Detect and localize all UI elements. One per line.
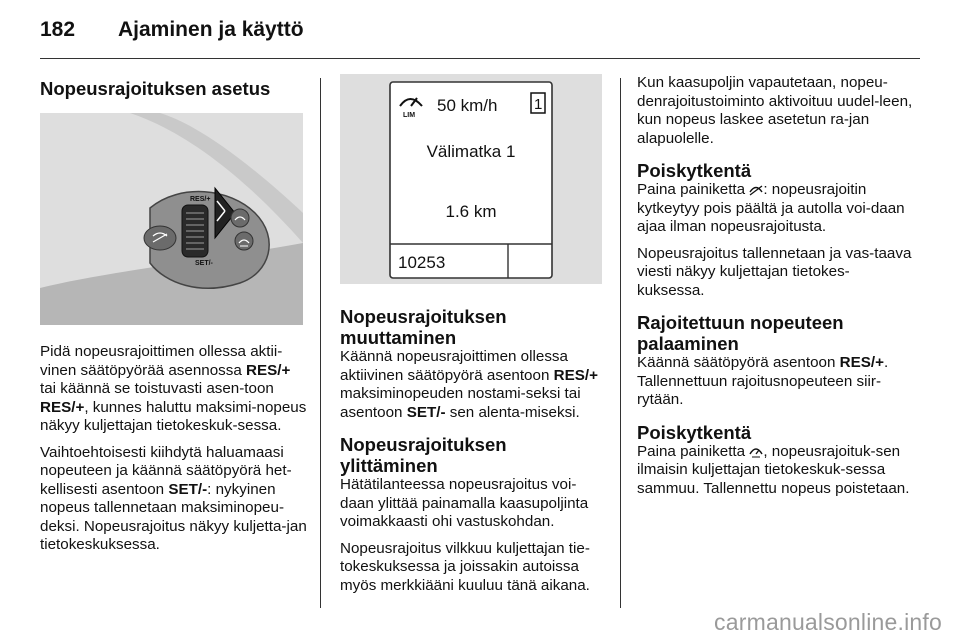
text: maksiminopeuden nostami-seksi tai asentoon [340, 385, 581, 421]
bold-term: RES/+ [40, 398, 85, 416]
text: Käännä nopeusrajoittimen ollessa aktiivinen säätöpyörä asentoon [340, 348, 568, 384]
bold-term: SET/- [406, 403, 446, 421]
paragraph [637, 181, 917, 237]
set-label: SET/- [195, 260, 213, 267]
text: Pidä nopeusrajoittimen ollessa aktii-vinen säätöpyörää asennossa [40, 343, 283, 379]
section-heading: Nopeusrajoituksen ylittäminen [340, 434, 507, 476]
page-number: 182 [40, 18, 76, 41]
text: : nopeusrajoitin kytkeytyy pois päältä ja autolla voi-daan ajaa ilman nopeusrajoitusta. [637, 181, 905, 235]
section-heading: Poiskytkentä [637, 160, 752, 181]
gear-indicator: 1 [534, 96, 543, 113]
text: Käännä säätöpyörä asentoon [637, 354, 840, 371]
bold-term: RES/+ [553, 366, 598, 384]
header-divider [40, 58, 920, 59]
speed-value: 50 km/h [437, 96, 498, 115]
section-heading: Rajoitettuun nopeuteen palaaminen [637, 312, 844, 354]
trip-label: Välimatka 1 [426, 142, 516, 161]
column-divider-1 [320, 78, 321, 608]
paragraph [340, 348, 606, 422]
limiter-icon [749, 445, 763, 458]
trip-value: 1.6 km [445, 202, 497, 221]
column-3 [637, 74, 917, 506]
paragraph [40, 343, 308, 436]
text: , kunnes haluttu maksimi-nopeus näkyy kuljettajan tietokeskuk-sessa. [40, 398, 307, 434]
watermark: carmanualsonline.info [714, 609, 942, 635]
res-label: RES/+ [190, 196, 211, 203]
paragraph: Kun kaasupoljin vapautetaan, nopeu-denrajoitustoiminto aktivoituu uudel-leen, kun nopeus laskee asetetun ra-jan alapuolelle. [637, 74, 913, 147]
bold-term: RES/+ [246, 361, 291, 379]
bold-term: RES/+ [839, 354, 884, 371]
paragraph [637, 443, 917, 499]
section-heading: Nopeusrajoituksen asetus [40, 78, 271, 99]
bold-term: SET/- [168, 480, 208, 498]
column-1 [40, 74, 308, 563]
chapter-title: Ajaminen ja käyttö [118, 18, 304, 41]
paragraph [637, 354, 917, 410]
paragraph: Nopeusrajoitus tallennetaan ja vas-taava viesti näkyy kuljettajan tietokes-kuksessa. [637, 244, 912, 299]
text: . Tallennettuun rajoitusnopeuteen siir-rytään. [637, 354, 889, 408]
odometer-value: 10253 [398, 253, 446, 272]
page-header [40, 18, 920, 48]
limiter-off-icon [749, 184, 763, 196]
text: : nykyinen nopeus tallennetaan maksiminopeu-deksi. Nopeusrajoitus näkyy kuljetta-jan tietokeskuksessa. [40, 480, 307, 553]
section-heading: Poiskytkentä [637, 421, 752, 443]
text: Paina painiketta [637, 442, 750, 460]
text: tai käännä se toistuvasti asen-toon [40, 380, 274, 397]
text: sen alenta-miseksi. [445, 403, 580, 421]
lim-label: LIM [403, 112, 416, 119]
column-2 [340, 74, 606, 603]
text: Vaihtoehtoisesti kiihdytä haluamaasi nopeuteen ja käännä säätöpyörä het-kellisesti asentoon [40, 443, 292, 498]
paragraph: Hätätilanteessa nopeusrajoitus voi-daan ylittää painamalla kaasupoljinta voimakkaasti ohi vastuskohdan. [340, 476, 589, 530]
paragraph: Nopeusrajoitus vilkkuu kuljettajan tie-tokeskuksessa ja joissakin autoissa myös merkkiääni kuuluu tänä aikana. [340, 539, 590, 594]
section-heading: Nopeusrajoituksen muuttaminen [340, 306, 507, 348]
steering-wheel-controls-illustration [40, 113, 303, 325]
paragraph [40, 444, 308, 555]
text: Paina painiketta [637, 181, 750, 198]
column-divider-2 [620, 78, 621, 608]
text: , nopeusrajoituk-sen ilmaisin kuljettajan tietokeskuk-sessa sammuu. Tallennettu nopeus poistetaan. [637, 442, 910, 497]
driver-information-display-illustration [340, 74, 602, 284]
